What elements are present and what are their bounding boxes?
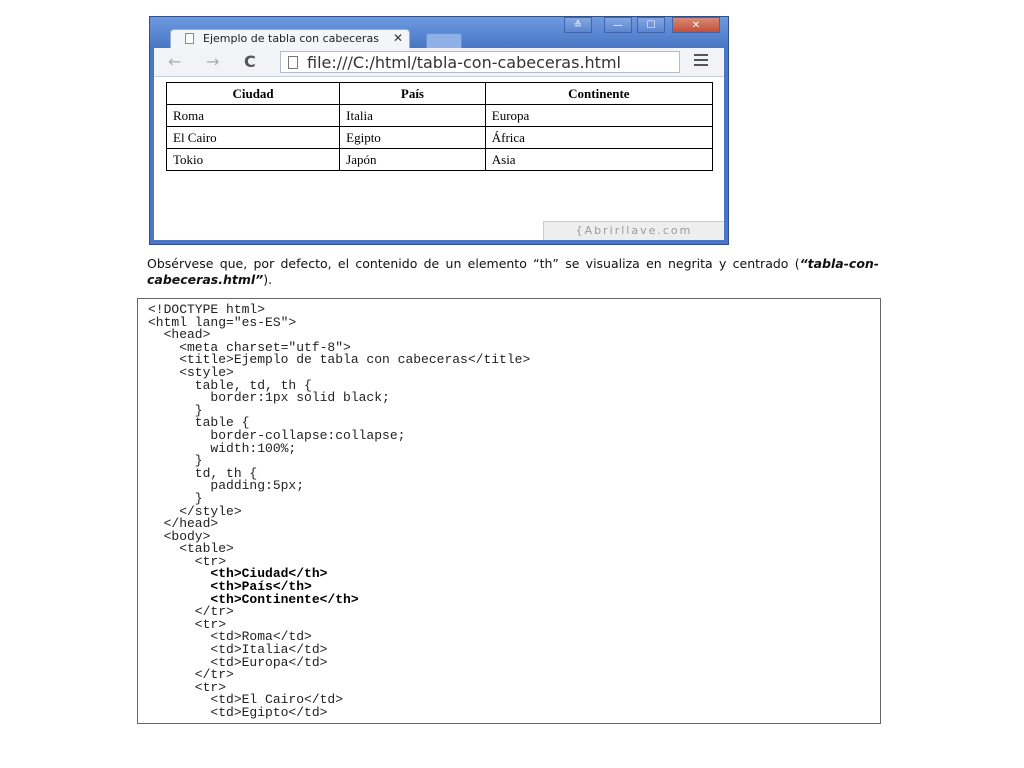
code-line: <table>: [148, 541, 234, 557]
code-line: <!DOCTYPE html>: [148, 302, 266, 317]
table-header-cell: País: [340, 83, 486, 105]
code-line: <td>El Cairo</td>: [148, 692, 344, 708]
code-line: <style>: [148, 364, 234, 380]
code-line: <td>Roma</td>: [148, 629, 312, 645]
code-line: padding:5px;: [148, 478, 305, 494]
tab-title: Ejemplo de tabla con cabeceras: [203, 32, 379, 45]
minimize-button[interactable]: —: [604, 17, 632, 33]
cities-table: [166, 82, 713, 171]
code-line: table {: [148, 415, 250, 431]
page-icon: [288, 56, 298, 69]
watermark-logo: {Abrirllave.com: [543, 221, 724, 240]
code-line: <th>Continente</th>: [148, 591, 359, 607]
table-cell: Asia: [485, 149, 712, 171]
code-box: [137, 298, 881, 724]
code-line: <td>Europa</td>: [148, 654, 328, 670]
code-line: <html lang="es-ES">: [148, 314, 297, 330]
table-header-row: [167, 83, 713, 105]
caption-text: Obsérvese que, por defecto, el contenido de un elemento “th” se visualiza en negrita y centrado (: [147, 256, 800, 271]
table-cell: El Cairo: [167, 127, 340, 149]
caption-filename: “tabla-con-cabeceras.html”: [147, 256, 879, 287]
code-line: <tr>: [148, 553, 227, 569]
new-tab-button[interactable]: [426, 33, 462, 49]
address-bar[interactable]: [280, 51, 680, 73]
maximize-button[interactable]: ☐: [637, 17, 665, 33]
back-arrow-icon[interactable]: ←: [168, 52, 182, 71]
code-line: }: [148, 490, 203, 506]
code-line: <head>: [148, 327, 211, 343]
code-line: width:100%;: [148, 440, 297, 456]
code-line: }: [148, 402, 203, 418]
browser-toolbar: [154, 48, 724, 77]
table-cell: Tokio: [167, 149, 340, 171]
code-line: <td>Italia</td>: [148, 642, 328, 658]
table-header-cell: Ciudad: [167, 83, 340, 105]
code-line: border-collapse:collapse;: [148, 427, 406, 443]
table-row: [167, 149, 713, 171]
code-line: </style>: [148, 503, 242, 519]
caption: [147, 256, 879, 288]
code-line: </tr>: [148, 604, 234, 620]
browser-content: [154, 77, 724, 240]
code-line: table, td, th {: [148, 377, 312, 393]
table-row: [167, 127, 713, 149]
table-header-cell: Continente: [485, 83, 712, 105]
url-text: file:///C:/html/tabla-con-cabeceras.html: [307, 53, 621, 72]
code-line: }: [148, 453, 203, 469]
table-cell: Japón: [340, 149, 486, 171]
code-line: td, th {: [148, 465, 258, 481]
table-cell: Italia: [340, 105, 486, 127]
code-line: border:1px solid black;: [148, 390, 390, 406]
user-profile-icon[interactable]: ≙: [564, 17, 592, 33]
code-line: </tr>: [148, 667, 234, 683]
code-line: <th>Ciudad</th>: [148, 566, 328, 582]
browser-screenshot: [149, 16, 729, 245]
table-row: [167, 105, 713, 127]
table-cell: Egipto: [340, 127, 486, 149]
code-line: <th>País</th>: [148, 579, 312, 595]
code-line: </head>: [148, 516, 219, 532]
code-line: <tr>: [148, 616, 227, 632]
menu-icon[interactable]: [694, 54, 708, 66]
code-line: <meta charset="utf-8">: [148, 339, 351, 355]
browser-tab[interactable]: [170, 29, 410, 49]
code-line: <body>: [148, 528, 211, 544]
code-line: <td>Egipto</td>: [148, 705, 328, 720]
code-listing: [148, 304, 530, 720]
tab-close-icon[interactable]: ✕: [393, 31, 404, 45]
page-icon: [185, 33, 194, 44]
reload-icon[interactable]: C: [244, 52, 256, 71]
caption-end: ).: [263, 272, 273, 287]
browser-title-bar: [150, 17, 728, 47]
code-line: <title>Ejemplo de tabla con cabeceras</title>: [148, 352, 531, 368]
code-line: <tr>: [148, 679, 227, 695]
forward-arrow-icon[interactable]: →: [206, 52, 220, 71]
table-cell: Roma: [167, 105, 340, 127]
close-window-button[interactable]: ✕: [672, 17, 720, 33]
table-cell: África: [485, 127, 712, 149]
table-cell: Europa: [485, 105, 712, 127]
